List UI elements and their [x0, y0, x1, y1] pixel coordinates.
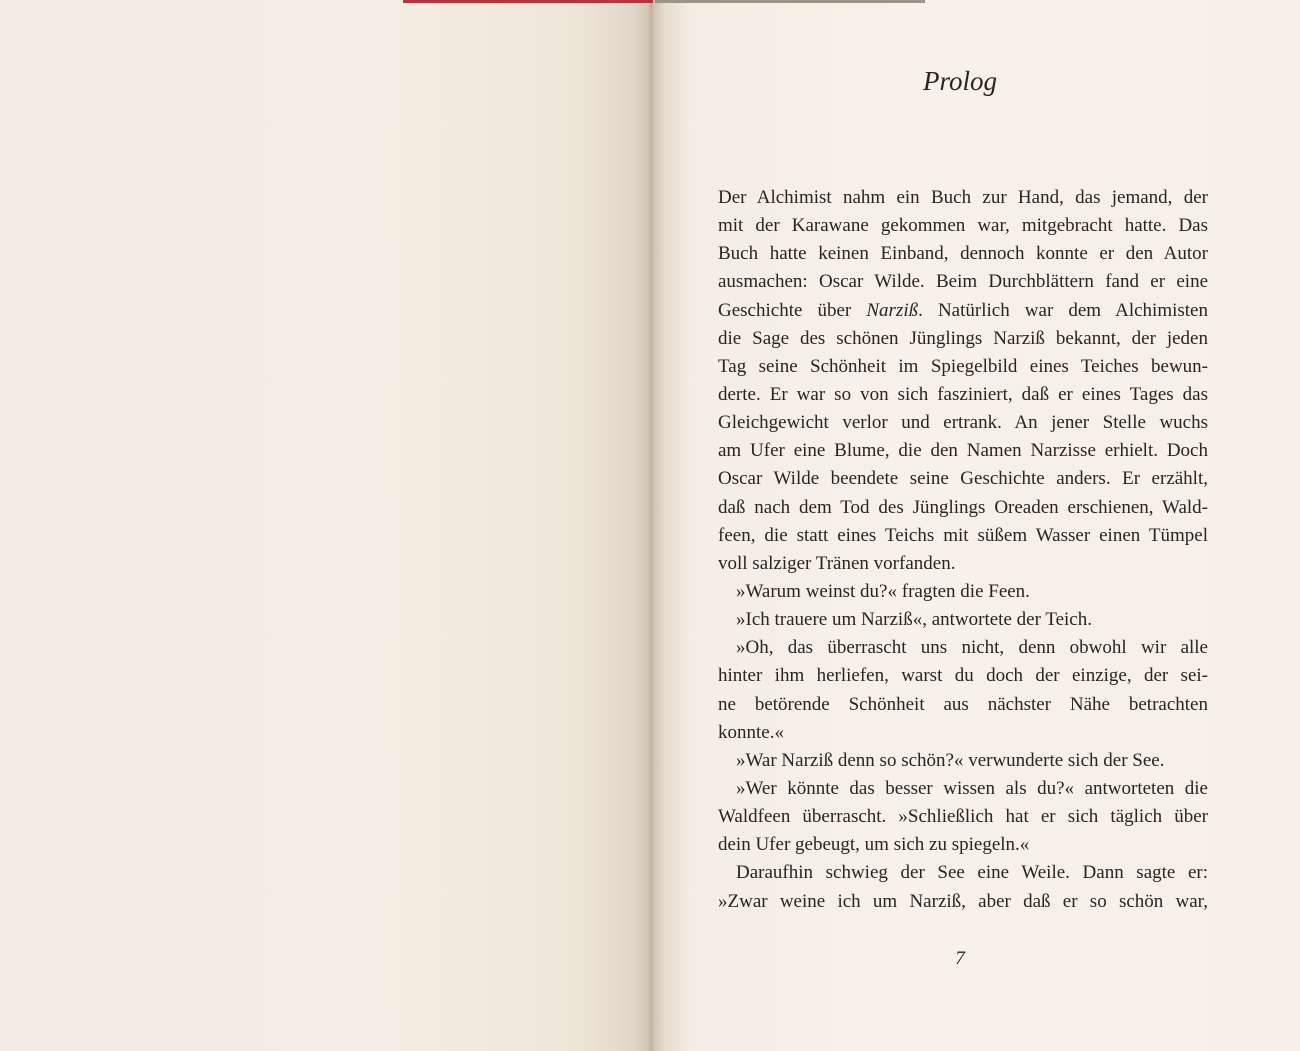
text-line: »War Narziß denn so schön?« verwunderte sich der See. — [736, 749, 1165, 771]
text-line: »Oh, das überrascht uns nicht, denn obwohl wir alle — [736, 637, 1208, 659]
page-edge-shadow — [655, 0, 925, 3]
text-line: hinter ihm herliefen, warst du doch der einzige, der sei- — [718, 665, 1208, 687]
text-line: Tag seine Schönheit im Spiegelbild eines Teiches bewun- — [718, 355, 1208, 377]
chapter-title: Prolog — [923, 66, 997, 96]
page-number: 7 — [955, 948, 965, 969]
text-line: Daraufhin schwieg der See eine Weile. Dann sagte er: — [736, 862, 1208, 884]
text-line: mit der Karawane gekommen war, mitgebracht hatte. Das — [718, 215, 1208, 237]
bookmark-ribbon — [403, 0, 653, 3]
text-line: Waldfeen überrascht. »Schließlich hat er sich täglich über — [718, 806, 1208, 828]
text-line: dein Ufer gebeugt, um sich zu spiegeln.« — [718, 834, 1030, 856]
text-line: die Sage des schönen Jünglings Narziß bekannt, der jeden — [718, 327, 1208, 349]
text-line: »Ich trauere um Narziß«, antwortete der Teich. — [736, 609, 1092, 631]
text-line: »Warum weinst du?« fragten die Feen. — [736, 580, 1030, 602]
text-line: Geschichte über Narziß. Natürlich war dem Alchimisten — [718, 299, 1208, 321]
text-line: am Ufer eine Blume, die den Namen Narzisse erhielt. Doch — [718, 440, 1208, 462]
text-line: Oscar Wilde beendete seine Geschichte anders. Er erzählt, — [718, 468, 1208, 490]
text-line: »Zwar weine ich um Narziß, aber daß er so schön war, — [718, 890, 1208, 912]
page-body-text — [718, 184, 1208, 916]
text-line: ne betörende Schönheit aus nächster Nähe betrachten — [718, 693, 1208, 715]
text-line: feen, die statt eines Teichs mit süßem Wasser einen Tümpel — [718, 524, 1208, 546]
text-line: ausmachen: Oscar Wilde. Beim Durchblättern fand er eine — [718, 271, 1208, 293]
italic-title: Narziß — [866, 299, 919, 321]
text-line: Der Alchimist nahm ein Buch zur Hand, das jemand, der — [718, 187, 1208, 208]
text-line: Gleichgewicht verlor und ertrank. An jener Stelle wuchs — [718, 412, 1208, 434]
text-line: derte. Er war so von sich fasziniert, daß er eines Tages das — [718, 383, 1208, 405]
text-line: daß nach dem Tod des Jünglings Oreaden erschienen, Wald- — [718, 496, 1208, 518]
text-line: voll salziger Tränen vorfanden. — [718, 552, 956, 574]
text-line: konnte.« — [718, 721, 784, 743]
text-line: Buch hatte keinen Einband, dennoch konnte er den Autor — [718, 243, 1208, 265]
text-line: »Wer könnte das besser wissen als du?« antworteten die — [736, 777, 1208, 799]
book-gutter — [647, 0, 655, 1051]
